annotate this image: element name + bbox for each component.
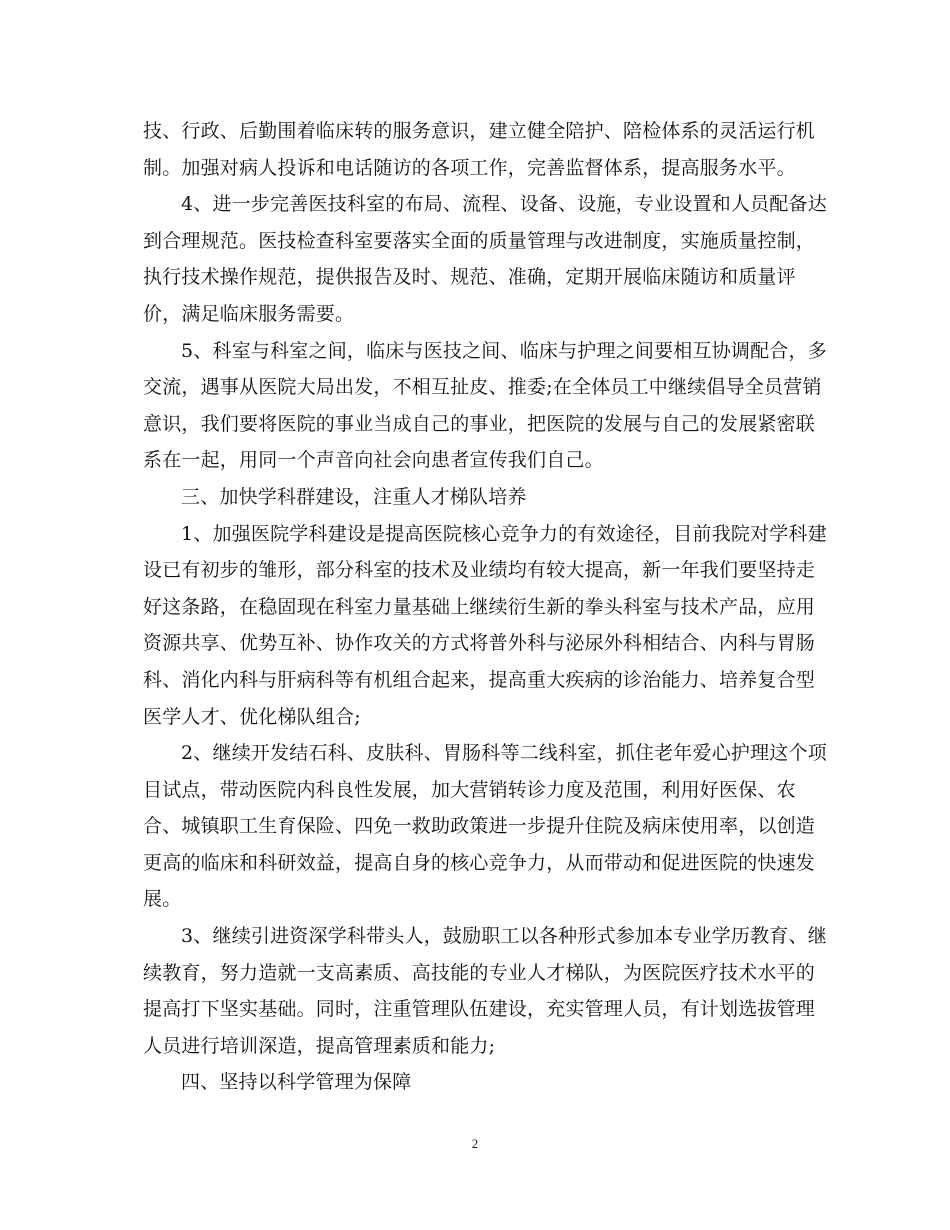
text-line: 设已有初步的雏形，部分科室的技术及业绩均有较大提高，新一年我们要坚持走	[143, 559, 816, 582]
text-line: 价，满足临床服务需要。	[143, 302, 355, 325]
section-heading: 三、加快学科群建设，注重人才梯队培养	[181, 485, 527, 508]
page-number: 2	[471, 1136, 479, 1151]
text-line: 人员进行培训深造，提高管理素质和能力;	[143, 1034, 496, 1057]
text-line: 执行技术操作规范，提供报告及时、规范、准确，定期开展临床随访和质量评	[143, 266, 796, 289]
paragraph-start-line: 2、继续开发结石科、皮肤科、胃肠科等二线科室，抓住老年爱心护理这个项	[181, 742, 827, 765]
text-line: 资源共享、优势互补、协作攻关的方式将普外科与泌尿外科相结合、内科与胃肠	[143, 632, 816, 655]
text-line: 交流，遇事从医院大局出发，不相互扯皮、推委;在全体员工中继续倡导全员营销	[143, 376, 822, 399]
text-line: 展。	[143, 888, 182, 911]
section-heading: 四、坚持以科学管理为保障	[181, 1071, 412, 1094]
text-line: 意识，我们要将医院的事业当成自己的事业，把医院的发展与自己的发展紧密联	[143, 412, 816, 435]
paragraph-start-line: 1、加强医院学科建设是提高医院核心竞争力的有效途径，目前我院对学科建	[181, 522, 827, 545]
paragraph-start-line: 5、科室与科室之间，临床与医技之间、临床与护理之间要相互协调配合，多	[181, 339, 827, 362]
text-line: 好这条路，在稳固现在科室力量基础上继续衍生新的拳头科室与技术产品，应用	[143, 595, 816, 618]
paragraph-start-line: 4、进一步完善医技科室的布局、流程、设备、设施，专业设置和人员配备达	[181, 193, 827, 216]
text-line: 更高的临床和科研效益，提高自身的核心竞争力，从而带动和促进医院的快速发	[143, 851, 816, 874]
text-line: 到合理规范。医技检查科室要落实全面的质量管理与改进制度，实施质量控制，	[143, 229, 816, 252]
text-line: 合、城镇职工生育保险、四免一救助政策进一步提升住院及病床使用率，以创造	[143, 815, 816, 838]
text-line: 系在一起，用同一个声音向社会向患者宣传我们自己。	[143, 449, 604, 472]
text-line: 技、行政、后勤围着临床转的服务意识，建立健全陪护、陪检体系的灵活运行机	[143, 120, 816, 142]
document-body	[143, 113, 827, 1101]
paragraph-start-line: 3、继续引进资深学科带头人，鼓励职工以各种形式参加本专业学历教育、继	[181, 925, 827, 948]
text-line: 科、消化内科与肝病科等有机组合起来，提高重大疾病的诊治能力、培养复合型	[143, 668, 816, 691]
text-line: 制。加强对病人投诉和电话随访的各项工作，完善监督体系，提高服务水平。	[143, 156, 796, 179]
text-line: 医学人才、优化梯队组合;	[143, 705, 361, 728]
text-line: 续教育，努力造就一支高素质、高技能的专业人才梯队，为医院医疗技术水平的	[143, 961, 816, 984]
text-line: 提高打下坚实基础。同时，注重管理队伍建设，充实管理人员，有计划选拔管理	[143, 998, 816, 1021]
text-line: 目试点，带动医院内科良性发展，加大营销转诊力度及范围，利用好医保、农	[143, 778, 796, 801]
